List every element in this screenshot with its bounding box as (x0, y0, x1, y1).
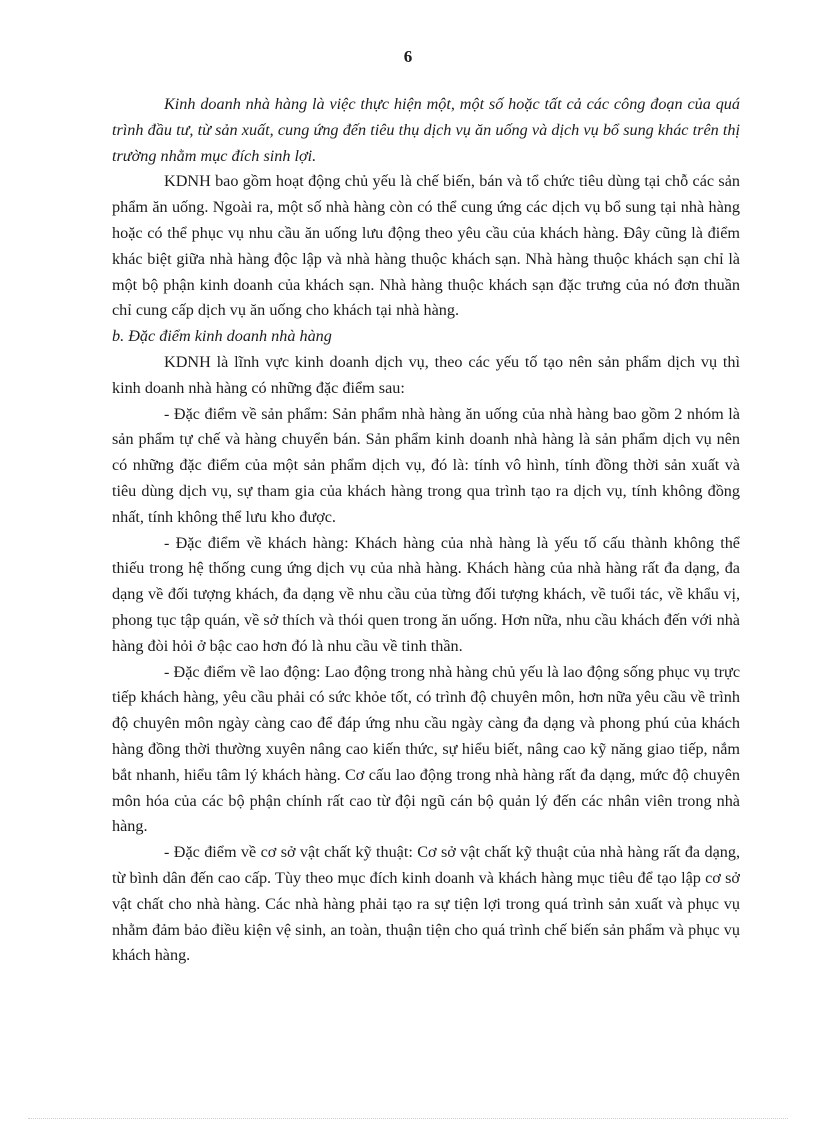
intro-paragraph: KDNH là lĩnh vực kinh doanh dịch vụ, theo các yếu tố tạo nên sản phẩm dịch vụ thì kinh doanh nhà hàng có những đặc điểm sau: (112, 352, 740, 397)
labor-paragraph: - Đặc điểm về lao động: Lao động trong nhà hàng chủ yếu là lao động sống phục vụ trực tiếp khách hàng, yêu cầu phải có sức khỏe tốt, có trình độ chuyên môn, hơn nữa yêu cầu về trình độ chuyên môn ngày càng cao để đáp ứng nhu cầu ngày càng đa dạng và phong phú của khách hàng đồng thời thường xuyên nâng cao kiến thức, sự hiểu biết, nâng cao kỹ năng giao tiếp, nắm bắt nhanh, hiểu tâm lý khách hàng. Cơ cấu lao động trong nhà hàng rất đa dạng, mức độ chuyên môn hóa của các bộ phận chính rất cao từ đội ngũ cán bộ quản lý đến các nhân viên trong nhà hàng. (112, 662, 740, 836)
facilities-paragraph: - Đặc điểm về cơ sở vật chất kỹ thuật: Cơ sở vật chất kỹ thuật của nhà hàng rất đa dạng, từ bình dân đến cao cấp. Tùy theo mục đích kinh doanh và khách hàng mục tiêu để tạo lập cơ sở vật chất cho nhà hàng. Các nhà hàng phải tạo ra sự tiện lợi trong quá trình sản xuất và phục vụ nhằm đảm bảo điều kiện vệ sinh, an toàn, thuận tiện cho quá trình chế biến sản phẩm và phục vụ khách hàng. (112, 843, 740, 965)
definition-paragraph: Kinh doanh nhà hàng là việc thực hiện một, một số hoặc tất cả các công đoạn của quá trình đầu tư, từ sản xuất, cung ứng đến tiêu thụ dịch vụ ăn uống và dịch vụ bổ sung khác trên thị trường nhằm mục đích sinh lợi. (112, 95, 740, 165)
page-number: 6 (403, 47, 413, 66)
section-heading: b. Đặc điểm kinh doanh nhà hàng (112, 327, 332, 346)
kdnh-scope-paragraph: KDNH bao gồm hoạt động chủ yếu là chế biến, bán và tổ chức tiêu dùng tại chỗ các sản phẩm ăn uống. Ngoài ra, một số nhà hàng còn có thể cung ứng các dịch vụ bổ sung tại nhà hàng hoặc có thể phục vụ nhu cầu ăn uống lưu động theo yêu cầu của khách hàng. Đây cũng là điểm khác biệt giữa nhà hàng độc lập và nhà hàng thuộc khách sạn. Nhà hàng thuộc khách sạn chỉ là một bộ phận kinh doanh của khách sạn. Nhà hàng thuộc khách sạn đặc trưng của nó đơn thuần chỉ cung cấp dịch vụ ăn uống cho khách tại nhà hàng. (112, 172, 740, 320)
product-paragraph: - Đặc điểm về sản phẩm: Sản phẩm nhà hàng ăn uống của nhà hàng bao gồm 2 nhóm là sản phẩm tự chế và hàng chuyển bán. Sản phẩm kinh doanh nhà hàng là sản phẩm dịch vụ nên có những đặc điểm của một sản phẩm dịch vụ, đó là: tính vô hình, tính đồng thời sản xuất và tiêu dùng dịch vụ, sự tham gia của khách hàng trong qua trình tạo ra dịch vụ, tính không đồng nhất, tính không thể lưu kho được. (112, 404, 740, 526)
page-bottom-divider (28, 1118, 788, 1119)
document-body (112, 92, 740, 969)
customer-paragraph: - Đặc điểm về khách hàng: Khách hàng của nhà hàng là yếu tố cấu thành không thể thiếu trong hệ thống cung ứng dịch vụ của nhà hàng. Khách hàng của nhà hàng rất đa dạng, đa dạng về đối tượng khách, đa dạng về nhu cầu của từng đối tượng khách, về tuổi tác, về khẩu vị, phong tục tập quán, về sở thích và thói quen trong ăn uống. Hơn nữa, nhu cầu khách đến với nhà hàng đòi hỏi ở bậc cao hơn đó là nhu cầu về tinh thần. (112, 533, 740, 655)
